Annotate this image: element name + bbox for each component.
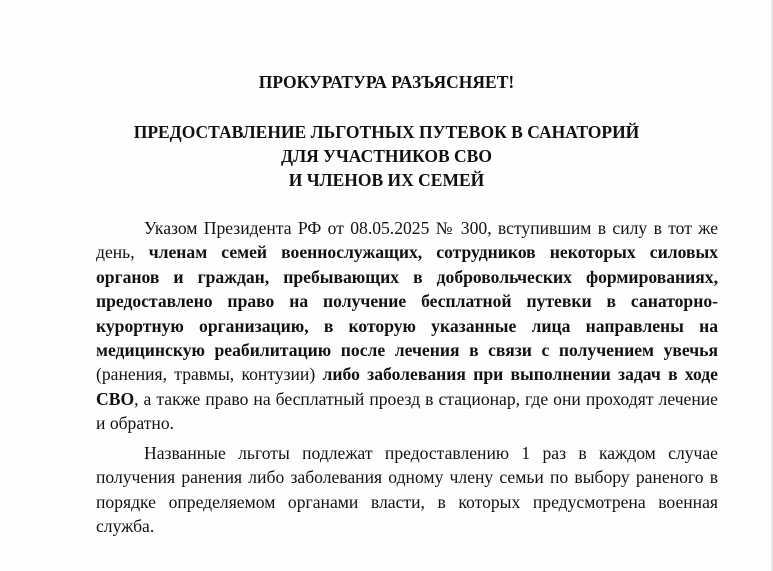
paragraph-decree-illness: либо заболевания при выполнении задач в ходе СВО: [96, 364, 718, 409]
document-title: ПРОКУРАТУРА РАЗЪЯСНЯЕТ!: [258, 72, 515, 92]
paragraph-decree-injury-types: (ранения, травмы, контузии): [96, 364, 323, 385]
paragraph-decree-travel: , а также право на бесплатный проезд в стационар, где они проходят лечение и обратно.: [96, 388, 718, 434]
paragraph-decree: [96, 216, 718, 436]
subtitle-line: ДЛЯ УЧАСТНИКОВ СВО: [281, 146, 492, 166]
subtitle-line: И ЧЛЕНОВ ИХ СЕМЕЙ: [288, 170, 485, 190]
paragraph-decree-intro: Указом Президента РФ от 08.05.2025 № 300, вступившим в силу в тот же день,: [96, 218, 718, 263]
paragraph-decree-beneficiaries: членам семей военнослужащих, сотрудников некоторых силовых органов и граждан, пребывающих в добровольческих формированиях, предоставлено право на получение бесплатной путевки в санаторно-курортную организацию, в которую указанные лица направлены на медицинскую реабилитацию после лечения в связи с получением увечья: [96, 242, 718, 361]
document-subtitle: [0, 120, 773, 192]
subtitle-line: ПРЕДОСТАВЛЕНИЕ ЛЬГОТНЫХ ПУТЕВОК В САНАТОРИЙ: [133, 122, 640, 142]
paragraph-benefits-frequency: Названные льготы подлежат предоставлению 1 раз в каждом случае получения ранения либо заболевания одному члену семьи по выбору раненого в порядке определяемом органами власти, в которых предусмотрена военная служба.: [96, 443, 718, 537]
